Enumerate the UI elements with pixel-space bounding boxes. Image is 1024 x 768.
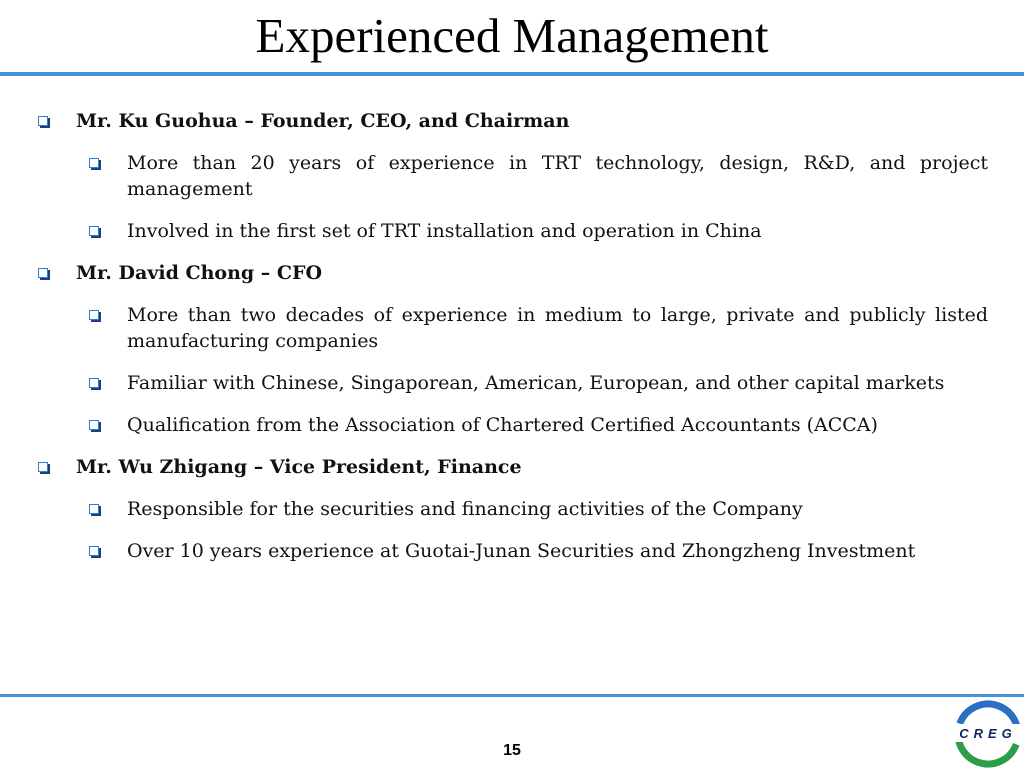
square-bullet-icon	[38, 116, 48, 126]
section-heading-text: Mr. Ku Guohua – Founder, CEO, and Chairman	[76, 110, 570, 132]
point-text: Responsible for the securities and financing activities of the Company	[127, 498, 803, 520]
slide-title: Experienced Management	[255, 8, 769, 63]
page-number: 15	[503, 742, 521, 759]
square-bullet-icon	[38, 462, 48, 472]
top-divider	[0, 72, 1024, 76]
section-1-point-2	[0, 218, 1024, 244]
point-text: More than 20 years of experience in TRT technology, design, R&D, and project management	[127, 152, 988, 200]
square-bullet-icon	[89, 504, 99, 514]
section-2-point-2	[0, 370, 1024, 396]
square-bullet-icon	[89, 310, 99, 320]
section-3-heading	[0, 454, 1024, 480]
square-bullet-icon	[89, 226, 99, 236]
section-3-point-2	[0, 538, 1024, 564]
section-heading-text: Mr. Wu Zhigang – Vice President, Finance	[76, 456, 522, 478]
section-2-point-3	[0, 412, 1024, 438]
point-text: Involved in the first set of TRT installation and operation in China	[127, 220, 762, 242]
slide-content	[0, 108, 1024, 580]
square-bullet-icon	[89, 378, 99, 388]
section-1-point-1	[0, 150, 1024, 202]
section-3-point-1	[0, 496, 1024, 522]
square-bullet-icon	[89, 420, 99, 430]
section-heading-text: Mr. David Chong – CFO	[76, 262, 323, 284]
section-2-point-1	[0, 302, 1024, 354]
point-text: Familiar with Chinese, Singaporean, American, European, and other capital markets	[127, 372, 945, 394]
point-text: More than two decades of experience in medium to large, private and publicly listed manufacturing companies	[127, 304, 988, 352]
square-bullet-icon	[89, 158, 99, 168]
square-bullet-icon	[38, 268, 48, 278]
section-1-heading	[0, 108, 1024, 134]
bottom-divider	[0, 694, 1024, 697]
section-2-heading	[0, 260, 1024, 286]
logo-text: CREG	[959, 726, 1017, 741]
creg-logo	[948, 698, 1024, 768]
square-bullet-icon	[89, 546, 99, 556]
point-text: Over 10 years experience at Guotai-Junan Securities and Zhongzheng Investment	[127, 540, 916, 562]
point-text: Qualification from the Association of Chartered Certified Accountants (ACCA)	[127, 414, 878, 436]
